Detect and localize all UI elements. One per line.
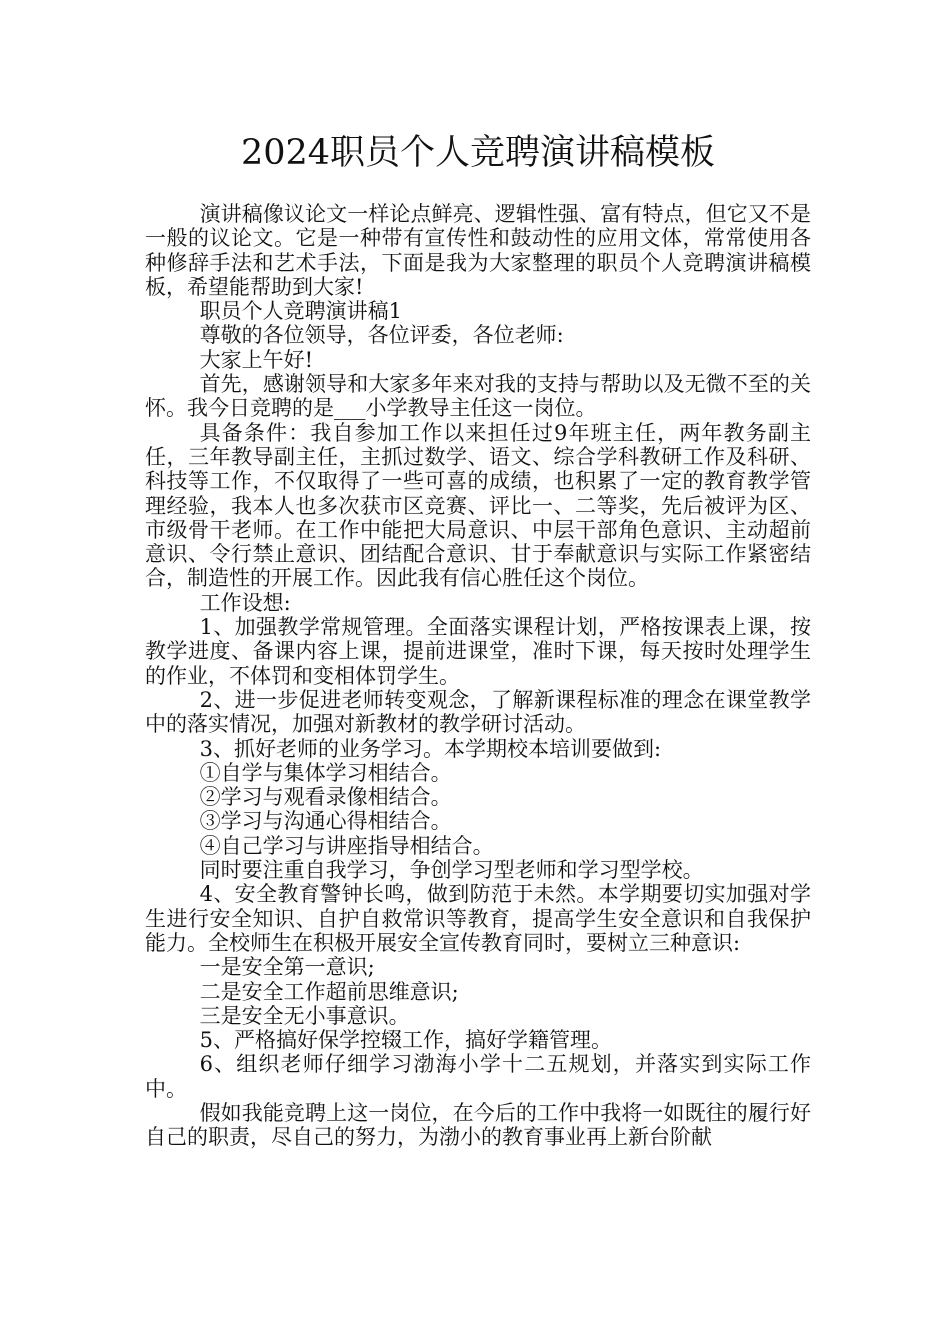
- paragraph-plan-3: 3、抓好老师的业务学习。本学期校本培训要做到:: [199, 736, 662, 761]
- paragraph-greeting: 大家上午好!: [199, 347, 314, 372]
- paragraph-salutation: 尊敬的各位领导，各位评委，各位老师:: [199, 323, 564, 348]
- paragraph-sub-1: ①自学与集体学习相结合。: [199, 760, 452, 785]
- paragraph-plan-1: 1、加强教学常规管理。全面落实课程计划，严格按课表上课，按教学进度、备课内容上课，提前进课堂，准时下课，每天按时处理学生的作业，不体罚和变相体罚学生。: [145, 615, 811, 688]
- paragraph-safety-2: 二是安全工作超前思维意识;: [199, 979, 459, 1004]
- paragraph-plan-6: 6、组织老师仔细学习渤海小学十二五规划，并落实到实际工作中。: [145, 1052, 811, 1101]
- paragraph-speech-heading: 职员个人竞聘演讲稿1: [199, 299, 402, 324]
- paragraph-plan-heading: 工作设想:: [199, 590, 291, 615]
- document-body: [145, 202, 811, 1150]
- paragraph-closing: 假如我能竞聘上这一岗位，在今后的工作中我将一如既往的履行好自己的职责，尽自己的努力，为渤小的教育事业再上新台阶献: [145, 1100, 811, 1150]
- paragraph-safety-1: 一是安全第一意识;: [199, 955, 375, 980]
- paragraph-sub-4: ④自己学习与讲座指导相结合。: [199, 833, 494, 858]
- paragraph-plan-2: 2、进一步促进老师转变观念，了解新课程标准的理念在课堂教学中的落实情况，加强对新教材的教学研讨活动。: [145, 687, 811, 737]
- paragraph-plan-4: 4、安全教育警钟长鸣，做到防范于未然。本学期要切实加强对学生进行安全知识、自护自救常识等教育，提高学生安全意识和自我保护能力。全校师生在积极开展安全宣传教育同时，要树立三种意识:: [145, 882, 811, 955]
- paragraph-self-study: 同时要注重自我学习，争创学习型老师和学习型学校。: [199, 858, 704, 883]
- paragraph-thanks: 首先，感谢领导和大家多年来对我的支持与帮助以及无微不至的关怀。我今日竞聘的是___小学教导主任这一岗位。: [145, 372, 811, 421]
- paragraph-qualifications: 具备条件：我自参加工作以来担任过9年班主任，两年教务副主任，三年教导副主任，主抓过数学、语文、综合学科教研工作及科研、科技等工作，不仅取得了一些可喜的成绩，也积累了一定的教育教学管理经验，我本人也多次获市区竞赛、评比一、二等奖，先后被评为区、市级骨干老师。在工作中能把大局意识、中层干部角色意识、主动超前意识、令行禁止意识、团结配合意识、甘于奉献意识与实际工作紧密结合，制造性的开展工作。因此我有信心胜任这个岗位。: [145, 420, 811, 591]
- document-title: 2024职员个人竞聘演讲稿模板: [240, 133, 716, 173]
- paragraph-plan-5: 5、严格搞好保学控辍工作，搞好学籍管理。: [199, 1028, 612, 1053]
- paragraph-sub-3: ③学习与沟通心得相结合。: [199, 809, 452, 834]
- paragraph-intro: 演讲稿像议论文一样论点鲜亮、逻辑性强、富有特点，但它又不是一般的议论文。它是一种带有宣传性和鼓动性的应用文体，常常使用各种修辞手法和艺术手法，下面是我为大家整理的职员个人竞聘演讲稿模板，希望能帮助到大家!: [145, 202, 811, 299]
- paragraph-safety-3: 三是安全无小事意识。: [199, 1003, 410, 1028]
- paragraph-sub-2: ②学习与观看录像相结合。: [199, 785, 452, 810]
- document-page: [145, 118, 811, 1150]
